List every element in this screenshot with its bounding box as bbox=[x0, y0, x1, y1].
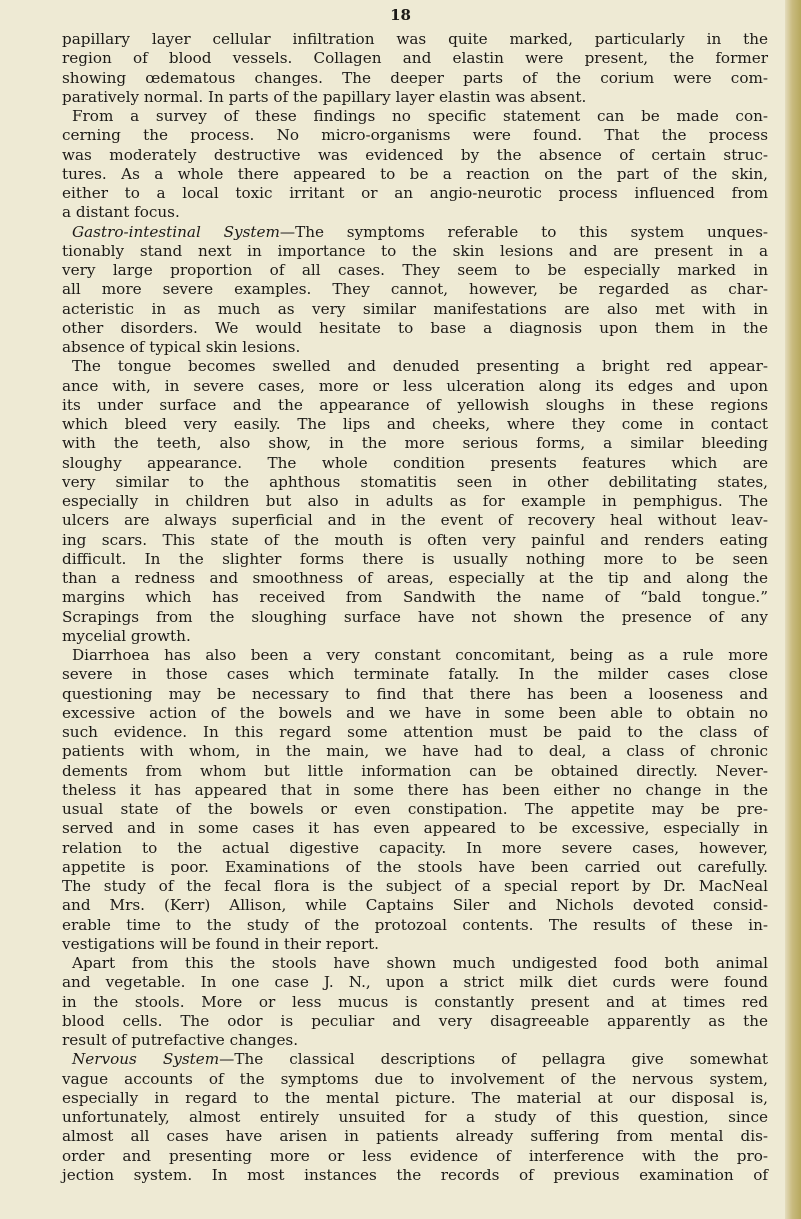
line-text: unfortunately, almost entirely unsuited for a study of this question, since bbox=[62, 1108, 768, 1126]
line-text: such evidence. In this regard some attention must be paid to the class of bbox=[62, 723, 768, 741]
line-text: acteristic in as much as very similar manifestations are also met with in bbox=[62, 299, 768, 318]
line-text: and Mrs. (Kerr) Allison, while Captains Siler and Nichols devoted consid- bbox=[62, 896, 768, 915]
text-line bbox=[62, 877, 768, 896]
text-line bbox=[62, 1070, 768, 1089]
line-text: with the teeth, also show, in the more serious forms, a similar bleeding bbox=[62, 434, 768, 453]
text-line bbox=[62, 935, 768, 954]
text-line bbox=[62, 742, 768, 761]
text-line bbox=[62, 511, 768, 530]
text-line bbox=[62, 1031, 768, 1050]
text-line bbox=[62, 434, 768, 453]
line-text: difficult. In the slighter forms there is usually nothing more to be seen bbox=[62, 549, 768, 568]
line-text: margins which has received from Sandwith the name of “bald tongue.” bbox=[62, 588, 768, 607]
text-line bbox=[62, 1127, 768, 1146]
line-text: appetite is poor. Examinations of the stools have been carried out carefully. bbox=[62, 857, 768, 876]
text-line bbox=[62, 492, 768, 511]
text-line bbox=[62, 1166, 768, 1185]
text-line bbox=[62, 126, 768, 145]
text-line bbox=[62, 146, 768, 165]
line-text: The tongue becomes swelled and denuded presenting a bright red appear- bbox=[72, 357, 768, 376]
text-line bbox=[62, 338, 768, 357]
text-line bbox=[62, 973, 768, 992]
line-text: papillary layer cellular infiltration was quite marked, particularly in the bbox=[62, 30, 768, 48]
line-text: either to a local toxic irritant or an angio-neurotic process influenced from bbox=[62, 184, 768, 202]
section-heading: Nervous System bbox=[72, 1050, 220, 1069]
text-line bbox=[62, 588, 768, 607]
line-text: cerning the process. No micro-organisms were found. That the process bbox=[62, 126, 768, 145]
line-text: showing œdematous changes. The deeper parts of the corium were com- bbox=[62, 68, 768, 87]
line-text: From a survey of these findings no specific statement can be made con- bbox=[72, 107, 768, 125]
line-text: absence of typical skin lesions. bbox=[62, 338, 301, 356]
line-text: mycelial growth. bbox=[62, 626, 191, 645]
line-text: ulcers are always superficial and in the event of recovery heal without leav- bbox=[62, 511, 768, 530]
text-line bbox=[62, 1108, 768, 1127]
line-text: The study of the fecal flora is the subject of a special report by Dr. MacNeal bbox=[62, 877, 768, 895]
line-text: Scrapings from the sloughing surface have not shown the presence of any bbox=[62, 607, 768, 626]
line-text: order and presenting more or less evidence of interference with the pro- bbox=[62, 1146, 768, 1165]
text-line bbox=[62, 916, 768, 935]
text-line bbox=[62, 415, 768, 434]
text-line bbox=[62, 377, 768, 396]
text-line bbox=[62, 858, 768, 877]
page-edge bbox=[785, 0, 801, 1219]
line-text: than a redness and smoothness of areas, especially at the tip and along the bbox=[62, 569, 768, 587]
line-text: a distant focus. bbox=[62, 203, 180, 222]
line-text: ance with, in severe cases, more or less ulceration along its edges and upon bbox=[62, 376, 768, 395]
text-line bbox=[62, 396, 768, 415]
line-text: blood cells. The odor is peculiar and very disagreeable apparently as the bbox=[62, 1011, 768, 1030]
line-text: ing scars. This state of the mouth is often very painful and renders eating bbox=[62, 530, 768, 549]
line-text: patients with whom, in the main, we have had to deal, a class of chronic bbox=[62, 742, 768, 761]
text-line bbox=[62, 184, 768, 203]
text-line bbox=[62, 473, 768, 492]
line-text: paratively normal. In parts of the papillary layer elastin was absent. bbox=[62, 87, 587, 106]
line-text: tionably stand next in importance to the skin lesions and are present in a bbox=[62, 241, 768, 260]
line-text: almost all cases have arisen in patients already suffering from mental dis- bbox=[62, 1127, 768, 1146]
line-text: relation to the actual digestive capacity. In more severe cases, however, bbox=[62, 838, 768, 857]
text-line bbox=[62, 608, 768, 627]
line-text: other disorders. We would hesitate to base a diagnosis upon them in the bbox=[62, 318, 768, 337]
text-line bbox=[62, 723, 768, 742]
line-text: severe in those cases which terminate fatally. In the milder cases close bbox=[62, 665, 768, 684]
text-line bbox=[62, 800, 768, 819]
line-text: usual state of the bowels or even constipation. The appetite may be pre- bbox=[62, 800, 768, 818]
line-text: dements from whom but little information can be obtained directly. Never- bbox=[62, 761, 768, 780]
line-text: and vegetable. In one case J. N., upon a strict milk diet curds were found bbox=[62, 973, 768, 992]
line-text: questioning may be necessary to find that there has been a looseness and bbox=[62, 684, 768, 703]
line-text: excessive action of the bowels and we have in some been able to obtain no bbox=[62, 703, 768, 722]
text-line bbox=[62, 280, 768, 299]
line-text: its under surface and the appearance of yellowish sloughs in these regions bbox=[62, 395, 768, 414]
line-text: which bleed very easily. The lips and cheeks, where they come in contact bbox=[62, 415, 768, 433]
text-line bbox=[62, 531, 768, 550]
line-text: —The symptoms referable to this system unques- bbox=[279, 222, 768, 241]
body-text bbox=[62, 30, 768, 1185]
text-line bbox=[62, 88, 768, 107]
text-line bbox=[62, 685, 768, 704]
text-line bbox=[62, 762, 768, 781]
text-line bbox=[62, 107, 768, 126]
text-line bbox=[62, 993, 768, 1012]
text-line bbox=[62, 49, 768, 68]
page-number: 18 bbox=[390, 6, 411, 24]
line-text: especially in children but also in adults as for example in pemphigus. The bbox=[62, 492, 768, 510]
text-line bbox=[62, 896, 768, 915]
section-heading: Gastro-intestinal System bbox=[72, 222, 280, 241]
text-line bbox=[62, 665, 768, 684]
text-line bbox=[62, 781, 768, 800]
text-line bbox=[62, 819, 768, 838]
text-line bbox=[62, 569, 768, 588]
text-line bbox=[62, 30, 768, 49]
line-text: erable time to the study of the protozoal contents. The results of these in- bbox=[62, 915, 768, 934]
text-line bbox=[62, 550, 768, 569]
line-text: jection system. In most instances the records of previous examination of bbox=[62, 1165, 768, 1184]
text-line bbox=[62, 954, 768, 973]
line-text: Apart from this the stools have shown much undigested food both animal bbox=[72, 954, 768, 972]
text-line bbox=[62, 357, 768, 376]
text-line bbox=[62, 69, 768, 88]
text-line bbox=[62, 242, 768, 261]
line-text: vestigations will be found in their report. bbox=[62, 934, 380, 953]
line-text: sloughy appearance. The whole condition presents features which are bbox=[62, 453, 768, 472]
text-line bbox=[62, 1089, 768, 1108]
text-line bbox=[62, 223, 768, 242]
text-line bbox=[62, 1147, 768, 1166]
text-line bbox=[62, 300, 768, 319]
line-text: in the stools. More or less mucus is constantly present and at times red bbox=[62, 992, 768, 1011]
line-text: —The classical descriptions of pellagra give somewhat bbox=[219, 1050, 768, 1069]
text-line bbox=[62, 704, 768, 723]
line-text: very large proportion of all cases. They seem to be especially marked in bbox=[62, 261, 768, 279]
line-text: vague accounts of the symptoms due to involvement of the nervous system, bbox=[62, 1069, 768, 1088]
line-text: very similar to the aphthous stomatitis seen in other debilitating states, bbox=[62, 472, 768, 491]
line-text: all more severe examples. They cannot, however, be regarded as char- bbox=[62, 280, 768, 299]
line-text: result of putrefactive changes. bbox=[62, 1031, 299, 1049]
text-line bbox=[62, 627, 768, 646]
text-line bbox=[62, 203, 768, 222]
line-text: especially in regard to the mental picture. The material at our disposal is, bbox=[62, 1088, 768, 1107]
text-line bbox=[62, 646, 768, 665]
text-line bbox=[62, 1012, 768, 1031]
line-text: theless it has appeared that in some there has been either no change in the bbox=[62, 780, 768, 799]
line-text: region of blood vessels. Collagen and elastin were present, the former bbox=[62, 49, 768, 68]
line-text: was moderately destructive was evidenced by the absence of certain struc- bbox=[62, 145, 768, 164]
line-text: Diarrhoea has also been a very constant concomitant, being as a rule more bbox=[72, 646, 768, 664]
text-line bbox=[62, 454, 768, 473]
line-text: served and in some cases it has even appeared to be excessive, especially in bbox=[62, 819, 768, 838]
text-line bbox=[62, 1050, 768, 1069]
text-line bbox=[62, 165, 768, 184]
text-line bbox=[62, 839, 768, 858]
text-line bbox=[62, 319, 768, 338]
line-text: tures. As a whole there appeared to be a reaction on the part of the skin, bbox=[62, 164, 768, 183]
text-line bbox=[62, 261, 768, 280]
